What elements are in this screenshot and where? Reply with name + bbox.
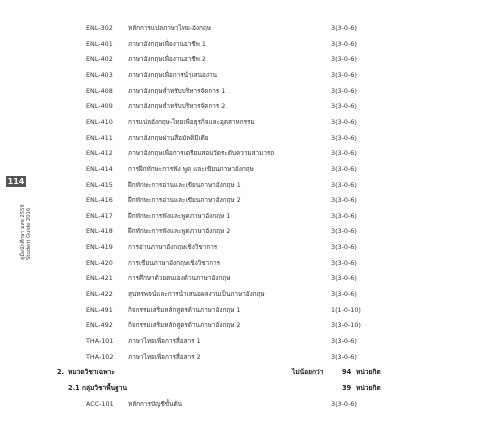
course-code: ENL-418 (86, 227, 113, 236)
section-min-note: ไม่น้อยกว่า (292, 368, 324, 377)
course-row (0, 240, 480, 255)
course-row (0, 21, 480, 36)
course-code: ENL-402 (86, 55, 113, 64)
section-credit-unit: หน่วยกิต (356, 368, 381, 377)
course-credit: 3(3-0-6) (331, 227, 357, 236)
course-row (0, 37, 480, 52)
course-title: ฝึกทักษะการอ่านและเขียนภาษาอังกฤษ 2 (128, 196, 241, 205)
course-row (0, 334, 480, 349)
course-row (0, 146, 480, 161)
course-title: ภาษาอังกฤษผ่านสื่อมัลติมีเดีย (128, 133, 209, 142)
course-code: THA-101 (86, 337, 114, 345)
course-code: ENL-419 (86, 243, 113, 252)
course-credit: 3(3-0-6) (331, 149, 357, 158)
course-credit: 3(3-0-10) (331, 321, 361, 330)
course-title: การอ่านภาษาอังกฤษเชิงวิชาการ (128, 243, 218, 252)
course-code: ACC-101 (86, 399, 114, 408)
course-title: การเขียนภาษาอังกฤษเชิงวิชาการ (128, 258, 221, 267)
section-label: หมวดวิชาเฉพาะ (68, 368, 115, 377)
section-number: 2.1 (68, 383, 80, 392)
course-credit: 3(3-0-6) (331, 39, 357, 48)
course-code: ENL-408 (86, 86, 113, 95)
course-row (0, 99, 480, 114)
course-title: ภาษาอังกฤษเพื่องานอาชีพ 1 (128, 39, 206, 48)
course-credit: 1(1-0-10) (331, 305, 361, 314)
course-credit: 3(3-0-6) (331, 211, 357, 220)
course-row (0, 131, 480, 146)
course-title: กิจกรรมเสริมหลักสูตรด้านภาษาอังกฤษ 2 (128, 321, 241, 330)
course-row (0, 397, 480, 412)
course-code: ENL-491 (86, 305, 113, 314)
course-row (0, 271, 480, 286)
course-title: ฝึกทักษะการฟังและพูดภาษาอังกฤษ 2 (128, 227, 231, 236)
course-row (0, 303, 480, 318)
course-credit: 3(3-0-6) (331, 196, 357, 205)
course-row (0, 256, 480, 271)
course-code: ENL-415 (86, 180, 113, 189)
course-credit: 3(3-0-6) (331, 24, 357, 32)
course-credit: 3(3-0-6) (331, 352, 357, 361)
side-caption-english: Student Guide 2016 (25, 207, 32, 260)
course-code: THA-102 (86, 352, 114, 361)
course-code: ENL-410 (86, 117, 113, 126)
course-code: ENL-492 (86, 321, 113, 330)
course-title: ฝึกทักษะการฟังและพูดภาษาอังกฤษ 1 (128, 211, 231, 220)
course-code: ENL-416 (86, 196, 113, 205)
course-code: ENL-412 (86, 149, 113, 158)
course-title: หลักการบัญชีขั้นต้น (128, 399, 182, 408)
course-row (0, 287, 480, 302)
course-credit: 3(3-0-6) (331, 274, 357, 283)
course-credit: 3(3-0-6) (331, 70, 357, 79)
course-title: ฝึกทักษะการอ่านและเขียนภาษาอังกฤษ 1 (128, 180, 241, 189)
section-label: กลุ่มวิชาพื้นฐาน (82, 383, 127, 392)
course-credit: 3(3-0-6) (331, 55, 357, 64)
course-row (0, 193, 480, 208)
course-code: ENL-417 (86, 211, 113, 220)
course-row (0, 115, 480, 130)
course-title: ภาษาอังกฤษเพื่อการนำเสนองาน (128, 70, 217, 79)
course-code: ENL-422 (86, 290, 113, 299)
course-row (0, 162, 480, 177)
course-title: การฝึกทักษะการฟัง พูด และเขียนภาษาอังกฤษ (128, 164, 254, 173)
course-title: การแปลอังกฤษ-ไทยเพื่อธุรกิจและอุตสาหกรรม (128, 117, 255, 126)
course-credit: 3(3-0-6) (331, 133, 357, 142)
page-number-tab: 114 (7, 177, 25, 186)
course-code: ENL-302 (86, 24, 113, 32)
course-row (0, 224, 480, 239)
course-code: ENL-411 (86, 133, 113, 142)
course-code: ENL-421 (86, 274, 113, 283)
course-title: ภาษาอังกฤษเพื่องานอาชีพ 2 (128, 55, 206, 64)
course-code: ENL-403 (86, 70, 113, 79)
course-title: ภาษาไทยเพื่อการสื่อสาร 2 (128, 352, 201, 361)
course-credit: 3(3-0-6) (331, 258, 357, 267)
course-row (0, 350, 480, 365)
section-number: 2. (57, 368, 65, 377)
course-row (0, 84, 480, 99)
course-title: สุนทรพจน์และการนำเสนอผลงานเป็นภาษาอังกฤษ (128, 290, 265, 299)
course-code: ENL-409 (86, 102, 113, 111)
course-credit: 3(3-0-6) (331, 102, 357, 111)
course-row (0, 318, 480, 333)
section-credit-total: 94 (342, 368, 352, 377)
course-title: ภาษาอังกฤษสำหรับบริหารจัดการ 1 (128, 86, 226, 95)
course-credit: 3(3-0-6) (331, 117, 357, 126)
course-credit: 3(3-0-6) (331, 399, 357, 408)
course-title: กิจกรรมเสริมหลักสูตรด้านภาษาอังกฤษ 1 (128, 305, 241, 314)
course-credit: 3(3-0-6) (331, 337, 357, 345)
section-credit-unit: หน่วยกิต (356, 383, 381, 392)
course-credit: 3(3-0-6) (331, 180, 357, 189)
course-credit: 3(3-0-6) (331, 290, 357, 299)
course-title: ภาษาไทยเพื่อการสื่อสาร 1 (128, 337, 201, 345)
course-row (0, 52, 480, 67)
course-credit: 3(3-0-6) (331, 86, 357, 95)
course-code: ENL-401 (86, 39, 113, 48)
course-code: ENL-414 (86, 164, 113, 173)
course-row (0, 209, 480, 224)
course-title: ภาษาอังกฤษสำหรับบริหารจัดการ 2 (128, 102, 226, 111)
course-credit: 3(3-0-6) (331, 164, 357, 173)
section-heading-2 (0, 365, 480, 380)
section-heading-2-1 (0, 381, 480, 396)
course-title: หลักการแปลภาษาไทย-อังกฤษ (128, 24, 211, 32)
course-code: ENL-420 (86, 258, 113, 267)
course-row (0, 68, 480, 83)
course-title: การศึกษาด้วยตนเองด้านภาษาอังกฤษ (128, 274, 231, 283)
course-credit: 3(3-0-6) (331, 243, 357, 252)
course-title: ภาษาอังกฤษเพื่อการเตรียมสอบวัดระดับความสามารถ (128, 149, 275, 158)
course-row (0, 178, 480, 193)
section-credit-total: 39 (342, 383, 352, 392)
side-caption-thai: คู่มือนักศึกษา มสธ 2559 (20, 204, 26, 260)
